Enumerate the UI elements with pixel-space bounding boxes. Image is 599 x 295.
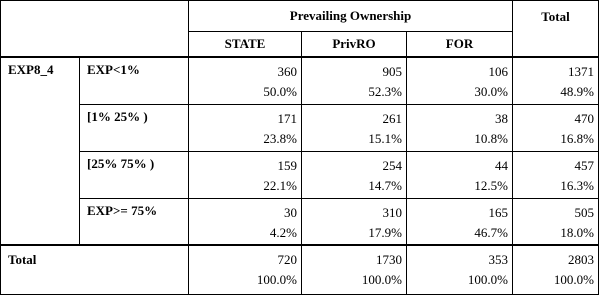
count-value: 159 xyxy=(277,157,297,173)
table-row xyxy=(1,104,599,151)
privro-cell xyxy=(302,151,407,198)
group-header: Prevailing Ownership xyxy=(189,1,513,32)
total-row-label: Total xyxy=(1,245,189,294)
percent-value: 23.8% xyxy=(263,130,297,146)
percent-value: 48.9% xyxy=(560,84,594,99)
state-cell xyxy=(189,104,302,151)
column-header-state: STATE xyxy=(189,32,302,58)
count-value: 165 xyxy=(488,204,508,220)
column-header-privro: PrivRO xyxy=(302,32,407,58)
count-value: 171 xyxy=(277,110,297,126)
row-category-label: [25% 75% ) xyxy=(80,151,189,198)
count-value: 106 xyxy=(488,64,508,79)
count-value: 457 xyxy=(574,157,594,173)
percent-value: 100.0% xyxy=(256,272,297,287)
percent-value: 50.0% xyxy=(263,84,297,99)
total-column-header: Total xyxy=(513,1,599,58)
percent-value: 17.9% xyxy=(368,224,402,240)
total-row xyxy=(1,245,599,294)
percent-value: 52.3% xyxy=(368,84,402,99)
for-cell xyxy=(407,245,513,294)
count-value: 905 xyxy=(382,64,402,79)
percent-value: 15.1% xyxy=(368,130,402,146)
percent-value: 16.3% xyxy=(560,177,594,193)
table-row xyxy=(1,151,599,198)
row-category-label: EXP<1% xyxy=(80,57,189,104)
for-cell xyxy=(407,104,513,151)
privro-cell xyxy=(302,57,407,104)
row-category-label: [1% 25% ) xyxy=(80,104,189,151)
percent-value: 18.0% xyxy=(560,224,594,240)
state-cell xyxy=(189,151,302,198)
total-cell xyxy=(513,104,599,151)
percent-value: 10.8% xyxy=(474,130,508,146)
for-cell xyxy=(407,198,513,245)
percent-value: 4.2% xyxy=(269,224,297,240)
state-cell xyxy=(189,245,302,294)
percent-value: 16.8% xyxy=(560,130,594,146)
privro-cell xyxy=(302,245,407,294)
count-value: 261 xyxy=(382,110,402,126)
percent-value: 46.7% xyxy=(474,224,508,240)
privro-cell xyxy=(302,198,407,245)
count-value: 1371 xyxy=(568,64,594,79)
total-cell xyxy=(513,57,599,104)
column-header-for: FOR xyxy=(407,32,513,58)
percent-value: 22.1% xyxy=(263,177,297,193)
header-row-1 xyxy=(1,1,599,32)
total-cell xyxy=(513,245,599,294)
percent-value: 14.7% xyxy=(368,177,402,193)
state-cell xyxy=(189,57,302,104)
row-variable-label: EXP8_4 xyxy=(1,57,80,245)
table-row xyxy=(1,198,599,245)
for-cell xyxy=(407,57,513,104)
state-cell xyxy=(189,198,302,245)
for-cell xyxy=(407,151,513,198)
percent-value: 12.5% xyxy=(474,177,508,193)
table-row xyxy=(1,57,599,104)
percent-value: 100.0% xyxy=(467,272,508,287)
count-value: 470 xyxy=(574,110,594,126)
percent-value: 30.0% xyxy=(474,84,508,99)
count-value: 505 xyxy=(574,204,594,220)
row-category-label: EXP>= 75% xyxy=(80,198,189,245)
header-corner-cell xyxy=(1,1,189,58)
percent-value: 100.0% xyxy=(553,272,594,287)
count-value: 30 xyxy=(284,204,297,220)
count-value: 720 xyxy=(277,252,297,267)
total-cell xyxy=(513,198,599,245)
percent-value: 100.0% xyxy=(361,272,402,287)
count-value: 2803 xyxy=(568,252,594,267)
count-value: 254 xyxy=(382,157,402,173)
count-value: 353 xyxy=(488,252,508,267)
total-cell xyxy=(513,151,599,198)
count-value: 38 xyxy=(495,110,508,126)
count-value: 360 xyxy=(277,64,297,79)
count-value: 44 xyxy=(495,157,508,173)
privro-cell xyxy=(302,104,407,151)
count-value: 1730 xyxy=(376,252,402,267)
count-value: 310 xyxy=(382,204,402,220)
